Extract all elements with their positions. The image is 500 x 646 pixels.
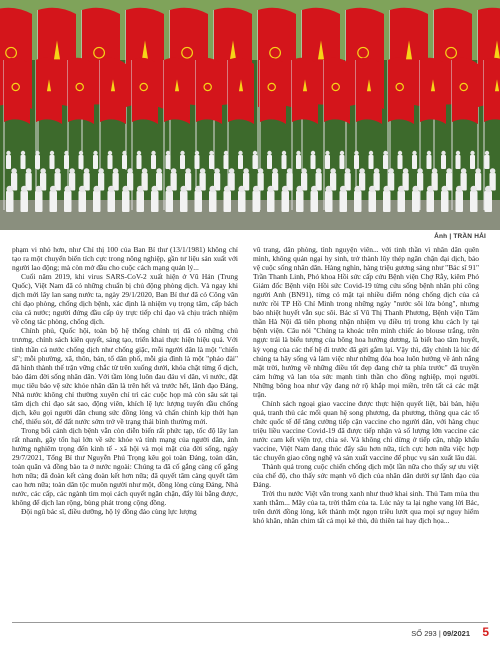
marcher-cap (296, 151, 300, 155)
paragraph: Đội ngũ bác sĩ, điều dưỡng, hộ lý đồng đảo cùng lực lượng (21, 507, 197, 517)
marcher-cap (296, 186, 303, 193)
marcher-cap (311, 186, 318, 193)
marcher-cap (195, 151, 199, 155)
marcher-cap (180, 151, 184, 155)
marcher-cap (142, 168, 148, 174)
marcher-cap (137, 151, 141, 155)
paragraph: Trời thu nước Việt vẫn trong xanh như thuở khai sinh. Thủ Tam mùa thu xanh thẳm... Mây của ta, trời thẳm của ta. Lúc này ta lại nghe vang lời Bác, trên dưới đồng lòng, kết thành một ngọn triều lướt qua mọi sự nguy hiểm khó khăn, nhân chim tất cả mọi kẻ thù, đủ thiên tai hay địch họa... (253, 489, 479, 526)
marcher (21, 155, 26, 169)
marcher-cap (214, 168, 220, 174)
marcher-cap (229, 168, 235, 174)
marcher-cap (93, 151, 97, 155)
marcher (35, 155, 40, 169)
marcher (195, 191, 203, 212)
marcher-cap (122, 151, 126, 155)
marcher-cap (122, 186, 129, 193)
marcher-cap (151, 186, 158, 193)
marcher-cap (11, 168, 17, 174)
marcher (137, 191, 145, 212)
marcher-cap (79, 151, 83, 155)
marcher (6, 155, 11, 169)
marcher-cap (93, 186, 100, 193)
issue-separator: | (438, 629, 443, 638)
marcher (354, 191, 362, 212)
marcher-cap (470, 151, 474, 155)
marcher-cap (224, 186, 231, 193)
marcher (151, 191, 159, 212)
marcher (470, 155, 475, 169)
marcher-cap (287, 168, 293, 174)
marcher-cap (21, 186, 28, 193)
marcher-cap (35, 151, 39, 155)
marcher (311, 155, 316, 169)
photo-credit: Ảnh | TRẦN HẢI (434, 233, 486, 240)
marcher-cap (301, 168, 307, 174)
plaza-ground (0, 200, 500, 230)
marcher (441, 155, 446, 169)
marcher (93, 155, 98, 169)
marcher (369, 155, 374, 169)
marcher-cap (243, 168, 249, 174)
marcher-cap (209, 151, 213, 155)
marcher-cap (282, 186, 289, 193)
marcher-cap (427, 151, 431, 155)
marcher-cap (427, 186, 434, 193)
marcher (166, 191, 174, 212)
marcher-cap (238, 186, 245, 193)
marcher-cap (156, 168, 162, 174)
marcher (180, 191, 188, 212)
marcher (180, 155, 185, 169)
marcher-cap (267, 151, 271, 155)
marcher (354, 155, 359, 169)
marcher (267, 155, 272, 169)
marcher-cap (369, 186, 376, 193)
marcher (238, 191, 246, 212)
marcher (456, 155, 461, 169)
marcher-cap (485, 186, 492, 193)
marcher (325, 191, 333, 212)
marcher (224, 155, 229, 169)
marcher-cap (195, 186, 202, 193)
marcher-cap (456, 151, 460, 155)
marcher (383, 155, 388, 169)
marcher (340, 191, 348, 212)
parade-flags-image (0, 0, 500, 230)
marcher-cap (238, 151, 242, 155)
paragraph: Trong bối cảnh dịch bệnh vẫn còn diễn biến rất phức tạp, tốc độ lây lan rất nhanh, gây tổn hại lớn về sức khỏe và tính mạng của người dân, ảnh hưởng nghiêm trọng đến kinh tế - xã hội và mọi mặt của đời sống, ngày 29/7/2021, Tổng Bí thư Nguyễn Phú Trọng kêu gọi toàn Đảng, toàn dân, toàn quân và đồng bào ta ở nước ngoài: Chúng ta đã cố gắng càng cố gắng hơn nữa; đã đoàn kết càng đoàn kết hơn nữa; đã quyết tâm càng quyết tâm cao hơn nữa; toàn dân tộc muôn người như một, đồng lòng cùng Đảng, Nhà nước, các cấp, các ngành tìm mọi cách quyết ngăn chặn, đẩy lùi bằng được, không để dịch lan rộng, bùng phát trong cộng đồng. (12, 425, 238, 508)
marcher (209, 191, 217, 212)
marcher (412, 191, 420, 212)
marcher-cap (417, 168, 423, 174)
marcher (79, 155, 84, 169)
marcher (485, 155, 490, 169)
marcher-cap (340, 151, 344, 155)
marcher-cap (180, 186, 187, 193)
marcher-cap (50, 186, 57, 193)
marcher-cap (369, 151, 373, 155)
marcher (427, 155, 432, 169)
marcher (412, 155, 417, 169)
marcher (238, 155, 243, 169)
marcher (224, 191, 232, 212)
marcher-cap (354, 186, 361, 193)
marcher-cap (475, 168, 481, 174)
marcher-cap (383, 151, 387, 155)
marcher (122, 155, 127, 169)
paragraph: Chính phủ, Quốc hội, toàn bộ hệ thống chính trị đã có những chủ trương, chính sách kiên quyết, sáng tạo, triển khai thực hiện hiệu quả. Với tinh thần cả nước chống dịch như chống giặc, mỗi người dân là một "chiến sĩ"; mỗi phường, xã, thôn, bản, tổ dân phố, mỗi gia đình là một "pháo đài" đã hình thành thế trận vững chắc từ trên xuống dưới, khóa chặt từng ổ dịch, bảo đảm đời sống nhân dân. Với tầm lòng luôn đau đáu vì dân, vì nước, đặt mục tiêu bảo vệ sức khỏe nhân dân là trên hết và trước hết, lãnh đạo Đảng, Nhà nước không chỉ thường xuyên chỉ trì các cuộc họp mà còn sâu sát tại tâm dịch chỉ đạo sát sao, động viên, khích lệ lực lượng tuyến đầu chống dịch, kêu gọi người dân chung sức đồng lòng và chấn chỉnh kịp thời hạn chế, thiếu sót, để đất nước sớm trở về trạng thái bình thường mới. (12, 326, 238, 426)
article-column-left (12, 245, 238, 516)
marcher (151, 155, 156, 169)
issue-date: 09/2021 (442, 629, 470, 638)
marcher-cap (267, 186, 274, 193)
marcher-cap (171, 168, 177, 174)
marcher-cap (388, 168, 394, 174)
marcher-cap (441, 186, 448, 193)
marcher-cap (441, 151, 445, 155)
marcher-cap (185, 168, 191, 174)
marcher (470, 191, 478, 212)
marcher-cap (383, 186, 390, 193)
marcher (50, 155, 55, 169)
marcher (253, 191, 261, 212)
marcher-cap (209, 186, 216, 193)
marcher (369, 191, 377, 212)
marcher-cap (151, 151, 155, 155)
marcher-cap (311, 151, 315, 155)
marcher-cap (64, 151, 68, 155)
marcher-cap (354, 151, 358, 155)
marcher (209, 155, 214, 169)
marcher (64, 191, 72, 212)
marcher-cap (461, 168, 467, 174)
marcher-cap (113, 168, 119, 174)
marcher-cap (84, 168, 90, 174)
marcher-cap (330, 168, 336, 174)
paragraph: vũ trang, dân phòng, tình nguyện viên... với tinh thần vì nhân dân quên mình, không quản ngại hy sinh, trở thành lũy thép ngăn chặn đại dịch, bảo vệ cuộc sống nhân dân. Hàng nghìn, hàng triệu gương sáng như "Bác sĩ 91" Trần Thanh Linh, Phó khoa Hồi sức cấp cứu Bệnh viện Chợ Rẫy, kiêm Phó Giám đốc Bệnh viện Hồi sức Covid-19 từng cứu sống bệnh nhân phi công người Anh (BN91), từng có mặt tại nhiều điểm nóng chống dịch của cả nước rồi TP Hồ Chí Minh trong những ngày "nước sôi lửa bỏng", nhưng bảo nhiệt huyết vẫn sục sôi. Bác sĩ Vũ Thị Thanh Phương, Bệnh viện Tâm thần Hà Nội đã tiên phong nhận nhiệm vụ điều trị trong khu cách ly tại bệnh viện. Câu nói "Chúng ta khoác trên mình chiếc áo blouse trắng, trên ngực trái là biểu tượng của bông hoa hướng dương, là biết bao tâm huyết, kỳ vọng của các thế hệ đi trước đã gửi gắm lại. Vậy thì, đây chính là lúc để chúng ta hãy sống và làm việc như những đóa hoa luôn hướng về ánh nắng mặt trời, hướng về những điều tốt đẹp đang chờ ta phía trước" đã truyền cảm hứng và lan tỏa sức mạnh tinh thần cho đồng nghiệp, mọi người. Những bông hoa như vậy đang nở rộ khắp mọi miền, trên tất cả các mặt trận. (253, 245, 479, 399)
marcher (485, 191, 493, 212)
marcher-cap (398, 151, 402, 155)
marcher (137, 155, 142, 169)
paragraph: Thành quả trong cuộc chiến chống dịch một lần nữa cho thấy sự ưu việt của chế độ, cho thấy sức mạnh vô địch của nhân dân dưới sự lãnh đạo của Đảng. (253, 462, 479, 490)
marcher (108, 191, 116, 212)
paragraph: Cuối năm 2019, khi virus SARS-CoV-2 xuất hiện ở Vũ Hán (Trung Quốc), Việt Nam đã có những chuẩn bị chủ động phòng dịch. Và ngay khi dịch mới lây lan sang nước ta, ngày 29/1/2020, Ban Bí thư đã có Công văn chỉ đạo phòng, chống dịch bệnh, xác định là nhiệm vụ trọng tâm, cấp bách của cả nước; người đứng đầu cấp ủy trực tiếp chỉ đạo và chịu trách nhiệm về công tác phòng, chống dịch. (12, 272, 238, 327)
marcher (50, 191, 58, 212)
marcher (79, 191, 87, 212)
marcher-cap (127, 168, 133, 174)
marcher (282, 155, 287, 169)
marcher-cap (490, 168, 496, 174)
marcher-cap (485, 151, 489, 155)
marcher-cap (69, 168, 75, 174)
marcher-cap (446, 168, 452, 174)
marcher (195, 155, 200, 169)
marcher-cap (224, 151, 228, 155)
marcher (267, 191, 275, 212)
article-column-right (253, 245, 479, 525)
marcher (456, 191, 464, 212)
marcher-cap (432, 168, 438, 174)
marcher-cap (253, 186, 260, 193)
marcher (282, 191, 290, 212)
marcher-cap (166, 186, 173, 193)
marcher-cap (55, 168, 61, 174)
marcher (21, 191, 29, 212)
marcher (6, 191, 14, 212)
page-footer (0, 622, 500, 640)
marcher-cap (6, 151, 10, 155)
marcher-cap (258, 168, 264, 174)
marcher-cap (35, 186, 42, 193)
marcher (398, 155, 403, 169)
marcher-cap (345, 168, 351, 174)
marcher-cap (316, 168, 322, 174)
marcher-cap (403, 168, 409, 174)
marcher-cap (282, 151, 286, 155)
marcher-cap (325, 186, 332, 193)
marcher (340, 155, 345, 169)
marcher-cap (79, 186, 86, 193)
paragraph: phạm vi nhỏ hơn, như Chỉ thị 100 của Ban Bí thư (13/1/1981) không chỉ tạo ra một chuyển biến tích cực trong nông nghiệp, gần tư liệu sản xuất với người lao động; mà còn mở đầu cho cuộc cách mạng quản lý... (12, 245, 238, 273)
marcher-cap (21, 151, 25, 155)
marcher (108, 155, 113, 169)
marcher (296, 155, 301, 169)
marcher (398, 191, 406, 212)
marcher-cap (64, 186, 71, 193)
marcher-cap (253, 151, 257, 155)
marcher-cap (374, 168, 380, 174)
paragraph: Chính sách ngoại giao vaccine được thực hiện quyết liệt, bài bản, hiệu quả, tranh thủ các mối quan hệ song phương, đa phương, thông qua các tổ chức quốc tế để tăng cường tiếp cận vaccine cho người dân, với hàng chục triệu liều vaccine Covid-19 đã được tiếp nhận và số lượng lớn vaccine các nước cam kết viện trợ, chia sẻ. Và không chỉ dừng ở tiếp cận, nhập khẩu vaccine, Việt Nam đang thúc đẩy sâu hơn nữa, tích cực hơn nữa việc hợp tác chuyển giao công nghệ và sản xuất vaccine để phục vụ sản xuất lâu dài. (253, 398, 479, 463)
marcher-cap (325, 151, 329, 155)
marcher-cap (40, 168, 46, 174)
marcher-cap (137, 186, 144, 193)
marcher (441, 191, 449, 212)
marcher (122, 191, 130, 212)
marcher (296, 191, 304, 212)
marcher (64, 155, 69, 169)
marcher-cap (412, 151, 416, 155)
marcher-cap (98, 168, 104, 174)
marcher (311, 191, 319, 212)
marcher (383, 191, 391, 212)
page-number: 5 (482, 625, 489, 639)
marcher-cap (340, 186, 347, 193)
marcher (93, 191, 101, 212)
marcher-cap (108, 151, 112, 155)
marcher-cap (6, 186, 13, 193)
marcher-cap (398, 186, 405, 193)
marcher (166, 155, 171, 169)
issue-info (411, 629, 470, 638)
issue-number: SỐ 293 (411, 629, 437, 638)
marcher-cap (412, 186, 419, 193)
marcher (325, 155, 330, 169)
marcher-cap (108, 186, 115, 193)
marcher (427, 191, 435, 212)
marcher-cap (456, 186, 463, 193)
marcher-cap (359, 168, 365, 174)
marcher (253, 155, 258, 169)
marcher (35, 191, 43, 212)
marcher-cap (166, 151, 170, 155)
cover-photo (0, 0, 500, 230)
marcher-cap (200, 168, 206, 174)
marcher-cap (272, 168, 278, 174)
footer-rule (12, 622, 488, 623)
marcher-cap (50, 151, 54, 155)
marcher-cap (470, 186, 477, 193)
marcher-cap (26, 168, 32, 174)
